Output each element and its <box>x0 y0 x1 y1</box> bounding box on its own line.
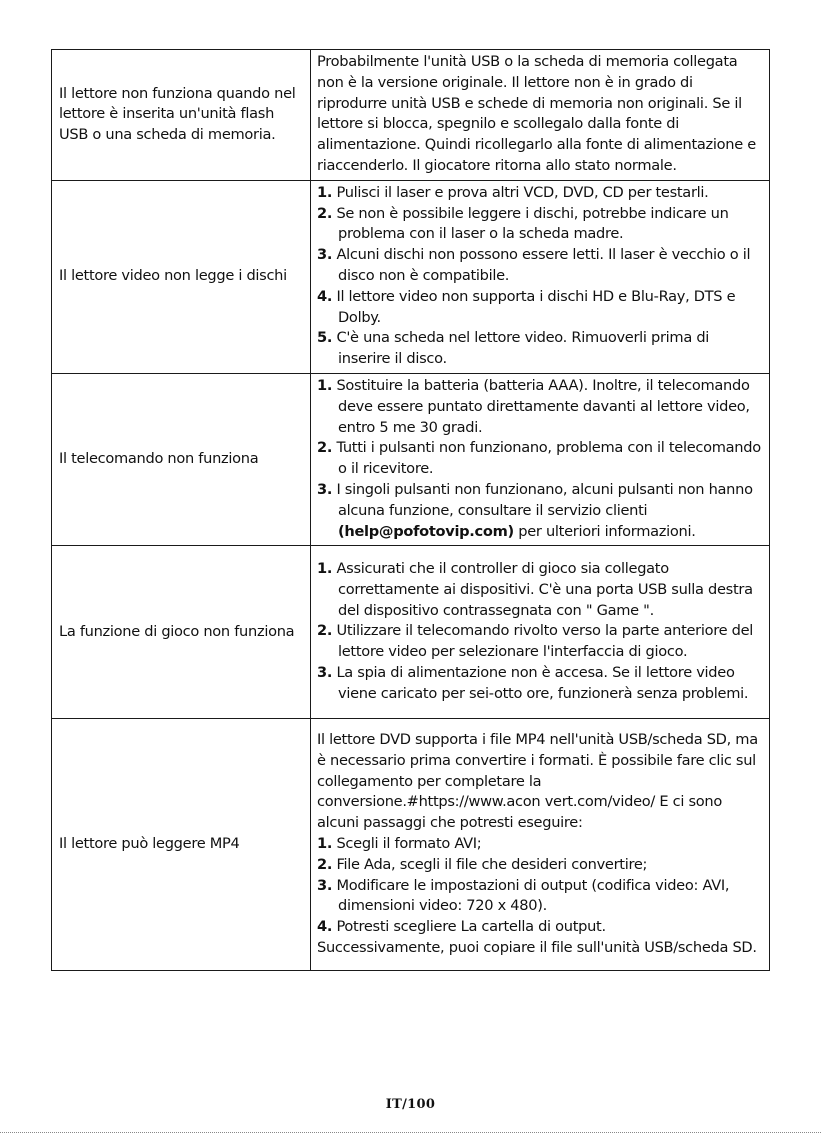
step-text: Sostituire la batteria (batteria AAA). Inoltre, il telecomando deve essere puntato direttamente davanti al lettore video, entro 5 me 30 gradi. <box>336 376 750 436</box>
step-text-after: per ulteriori informazioni. <box>513 522 696 540</box>
solution-step <box>317 328 765 370</box>
solution-step <box>317 855 765 876</box>
page-number: IT/100 <box>385 1097 436 1112</box>
step-text: Assicurati che il controller di gioco sia collegato correttamente ai dispositivi. C'è una porta USB sulla destra del dispositivo contrassegnata con " Game ". <box>336 560 753 619</box>
step-number: 2. <box>317 439 333 457</box>
solution-step <box>317 876 765 918</box>
step-number: 5. <box>317 329 333 347</box>
problem-cell: Il telecomando non funziona <box>52 373 311 545</box>
table-row <box>52 546 770 719</box>
step-text: Se non è possibile leggere i dischi, potrebbe indicare un problema con il laser o la scheda madre. <box>336 204 729 243</box>
step-text: Tutti i pulsanti non funzionano, problema con il telecomando o il ricevitore. <box>336 439 761 478</box>
step-number: 4. <box>317 918 333 936</box>
step-text: La spia di alimentazione non è accesa. Se il lettore video viene caricato per sei-otto ore, funzionerà senza problemi. <box>336 664 749 702</box>
step-text: Modificare le impostazioni di output (codifica video: AVI, dimensioni video: 720 x 480). <box>336 876 730 915</box>
solution-cell <box>311 50 770 181</box>
step-text: Alcuni dischi non possono essere letti. Il laser è vecchio o il disco non è compatibile. <box>336 246 751 284</box>
problem-cell: Il lettore video non legge i dischi <box>52 180 311 373</box>
step-text: Pulisci il laser e prova altri VCD, DVD, CD per testarli. <box>336 183 709 201</box>
solution-intro: Il lettore DVD supporta i file MP4 nell'unità USB/scheda SD, ma è necessario prima convertire i formati. È possibile fare clic sul collegamento per completare la conversione.#https://www.acon vert.com/video/ E ci sono alcuni passaggi che potresti eseguire: <box>317 730 758 832</box>
step-text: Il lettore video non supporta i dischi HD e Blu-Ray, DTS e Dolby. <box>336 287 736 326</box>
solution-step <box>317 287 765 329</box>
step-text: Potresti scegliere La cartella di output. <box>336 918 606 936</box>
solution-cell <box>311 373 770 545</box>
page-bottom-divider <box>0 1132 821 1133</box>
problem-cell: Il lettore non funziona quando nel lettore è inserita un'unità flash USB o una scheda di memoria. <box>52 50 311 181</box>
step-number: 3. <box>317 876 333 894</box>
problem-cell: Il lettore può leggere MP4 <box>52 719 311 971</box>
step-text: C'è una scheda nel lettore video. Rimuoverli prima di inserire il disco. <box>336 329 710 368</box>
step-number: 2. <box>317 204 333 222</box>
solution-step <box>317 438 765 480</box>
step-number: 4. <box>317 287 333 305</box>
solution-paragraph: Probabilmente l'unità USB o la scheda di memoria collegata non è la versione originale. Il lettore non è in grado di riprodurre unità USB e schede di memoria non originali. Se il lettore si blocca, spegnilo e scollegalo dalla fonte di alimentazione. Quindi ricollegarlo alla fonte di alimentazione e riaccenderlo. Il giocatore ritorna allo stato normale. <box>317 53 756 174</box>
troubleshooting-table <box>51 49 770 971</box>
table-row <box>52 50 770 181</box>
solution-step <box>317 559 765 621</box>
step-number: 1. <box>317 560 333 578</box>
table-row <box>52 719 770 971</box>
step-text: File Ada, scegli il file che desideri convertire; <box>336 855 648 873</box>
solution-cell <box>311 180 770 373</box>
table-row <box>52 180 770 373</box>
step-number: 2. <box>317 855 333 873</box>
step-number: 2. <box>317 622 333 640</box>
solution-step <box>317 376 765 438</box>
solution-step <box>317 621 765 663</box>
solution-step <box>317 183 765 204</box>
step-number: 1. <box>317 834 333 852</box>
table-row <box>52 373 770 545</box>
solution-cell <box>311 546 770 719</box>
problem-cell: La funzione di gioco non funziona <box>52 546 311 719</box>
step-number: 3. <box>317 246 333 264</box>
step-number: 3. <box>317 480 333 498</box>
solution-step <box>317 834 765 855</box>
solution-outro: Successivamente, puoi copiare il file sull'unità USB/scheda SD. <box>317 938 757 956</box>
step-number: 1. <box>317 376 333 394</box>
solution-cell <box>311 719 770 971</box>
solution-step <box>317 480 765 542</box>
solution-step <box>317 917 765 938</box>
step-text: Utilizzare il telecomando rivolto verso la parte anteriore del lettore video per selezionare l'interfaccia di gioco. <box>336 622 754 661</box>
step-text: Scegli il formato AVI; <box>336 834 482 852</box>
solution-step <box>317 245 765 287</box>
step-number: 1. <box>317 183 333 201</box>
step-text: I singoli pulsanti non funzionano, alcuni pulsanti non hanno alcuna funzione, consultare il servizio clienti <box>336 480 753 519</box>
solution-step <box>317 663 765 705</box>
solution-step <box>317 204 765 246</box>
support-email: (help@pofotovip.com) <box>338 522 514 540</box>
step-number: 3. <box>317 664 333 682</box>
